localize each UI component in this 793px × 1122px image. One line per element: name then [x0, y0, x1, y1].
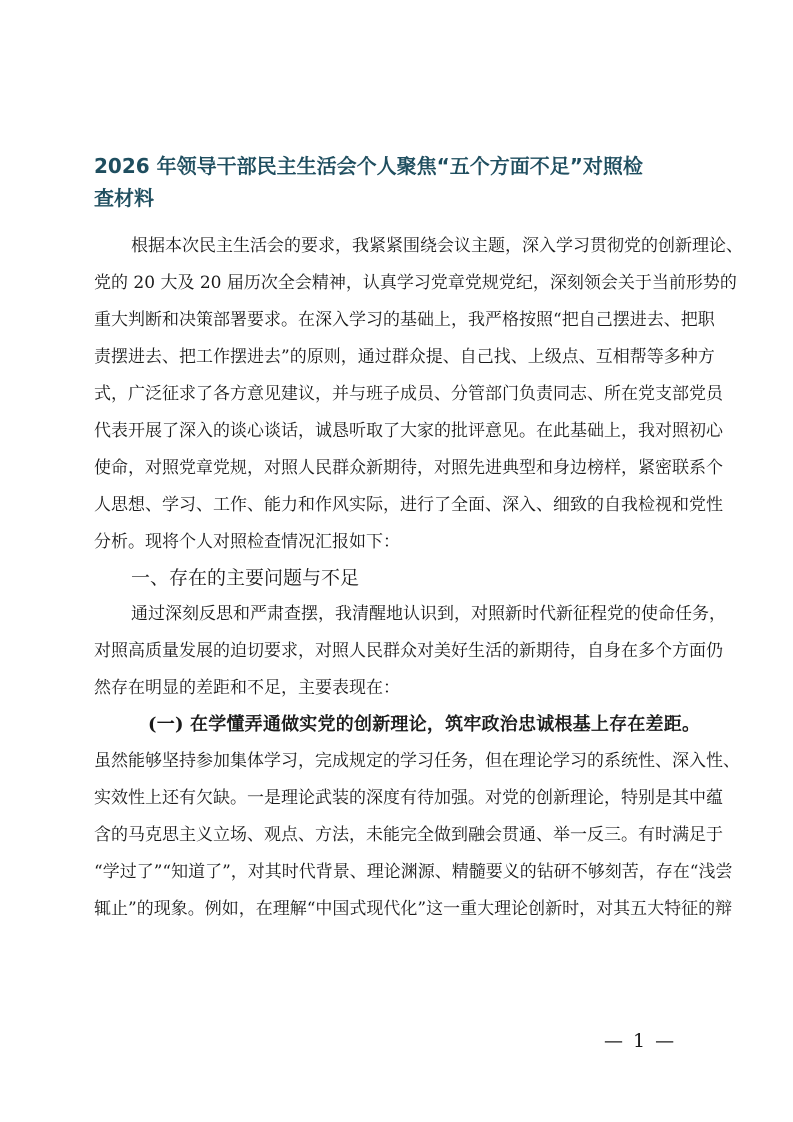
- paragraph-line: “学过了”“知道了”，对其时代背景、理论渊源、精髓要义的钻研不够刻苦，存在“浅尝: [94, 862, 733, 882]
- paragraph-line: 然存在明显的差距和不足，主要表现在：: [94, 678, 400, 698]
- paragraph-line: 虽然能够坚持参加集体学习，完成规定的学习任务，但在理论学习的系统性、深入性、: [94, 751, 740, 771]
- paragraph-line: 对照高质量发展的迫切要求，对照人民群众对美好生活的新期待，自身在多个方面仍: [94, 641, 723, 661]
- paragraph-line: 责摆进去、把工作摆进去”的原则，通过群众提、自己找、上级点、互相帮等多种方: [94, 347, 715, 367]
- subsection-heading: (一) 在学懂弄通做实党的创新理论，筑牢政治忠诚根基上存在差距。: [148, 714, 700, 735]
- paragraph-line: 根据本次民主生活会的要求，我紧紧围绕会议主题，深入学习贯彻党的创新理论、: [131, 236, 743, 256]
- paragraph-line: 使命，对照党章党规，对照人民群众新期待，对照先进典型和身边榜样，紧密联系个: [94, 458, 723, 478]
- document-title: [94, 150, 704, 214]
- paragraph-line: 代表开展了深入的谈心谈话，诚恳听取了大家的批评意见。在此基础上，我对照初心: [94, 421, 723, 441]
- paragraph-line: 通过深刻反思和严肃查摆，我清醒地认识到，对照新时代新征程党的使命任务，: [131, 604, 726, 624]
- paragraph-line: 辄止”的现象。例如，在理解“中国式现代化”这一重大理论创新时，对其五大特征的辩: [94, 899, 733, 919]
- paragraph-line: 含的马克思主义立场、观点、方法，未能完全做到融会贯通、举一反三。有时满足于: [94, 825, 723, 845]
- paragraph-line: 人思想、学习、工作、能力和作风实际，进行了全面、深入、细致的自我检视和党性: [94, 495, 723, 515]
- title-line-2: 查材料: [94, 186, 154, 210]
- paragraph-line: 分析。现将个人对照检查情况汇报如下：: [94, 532, 400, 552]
- paragraph-line: 实效性上还有欠缺。一是理论武装的深度有待加强。对党的创新理论，特别是其中蕴: [94, 788, 723, 808]
- page-number: — 1 —: [604, 1030, 677, 1052]
- paragraph-line: 式，广泛征求了各方意见建议，并与班子成员、分管部门负责同志、所在党支部党员: [94, 384, 723, 404]
- paragraph-line: 重大判断和决策部署要求。在深入学习的基础上，我严格按照“把自己摆进去、把职: [94, 310, 715, 330]
- paragraph-line: 党的 20 大及 20 届历次全会精神，认真学习党章党规党纪，深刻领会关于当前形势的: [94, 273, 737, 293]
- section-heading: 一、存在的主要问题与不足: [131, 567, 360, 589]
- title-line-1: 2026 年领导干部民主生活会个人聚焦“五个方面不足”对照检: [94, 154, 643, 178]
